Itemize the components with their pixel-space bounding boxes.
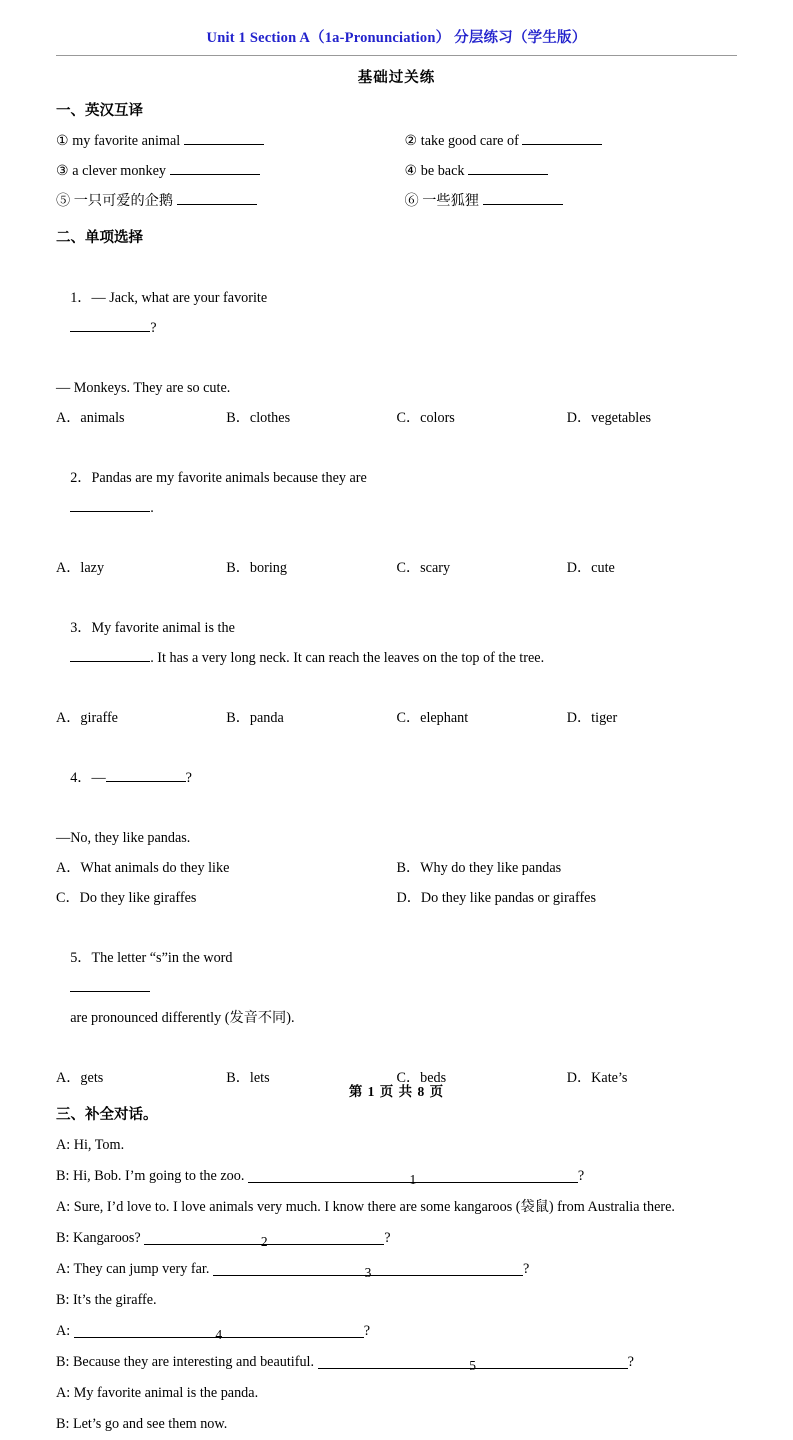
option-b[interactable]: B．panda [226, 710, 284, 726]
option-c[interactable]: C．scary [396, 560, 451, 576]
dialog-tail: ? [522, 1261, 530, 1277]
part1-row-3 [56, 186, 737, 216]
dialog-text: B: Hi, Bob. I’m going to the zoo. [56, 1168, 245, 1184]
dialog-text: B: Kangaroos? [56, 1230, 141, 1246]
option-a[interactable]: A．animals [56, 410, 125, 426]
option-b[interactable]: B．clothes [226, 410, 291, 426]
option-a[interactable]: A．gets [56, 1070, 104, 1086]
part2-question-1-options [56, 403, 737, 433]
part2-question-4-stem [56, 733, 737, 823]
dialog-line [56, 1130, 737, 1161]
dialog-text: A: They can jump very far. [56, 1261, 210, 1277]
question-2-stem-tail: . [150, 500, 154, 516]
part1-row-2 [56, 156, 737, 186]
part2-question-3-stem [56, 583, 737, 703]
answer-blank[interactable] [70, 317, 150, 332]
answer-blank[interactable] [106, 767, 186, 782]
part1-item-5-label: ⑤ 一只可爱的企鹅 [56, 193, 174, 209]
part2-question-4-reply: —No, they like pandas. [56, 830, 191, 846]
option-a[interactable]: A．giraffe [56, 710, 118, 726]
part2-question-4-options-row2 [56, 883, 737, 913]
option-b[interactable]: B．lets [226, 1070, 270, 1086]
question-1-stem-tail: ? [150, 320, 157, 336]
part2-question-2-stem [56, 433, 737, 553]
part1-item-4-label: ④ be back [404, 163, 465, 179]
dialog-blank[interactable] [248, 1167, 578, 1187]
dialog-blank-number: 4 [215, 1327, 223, 1342]
dialog-line [56, 1192, 737, 1223]
dialog-text: B: It’s the giraffe. [56, 1292, 157, 1308]
answer-blank[interactable] [70, 977, 150, 992]
dialog-line [56, 1316, 737, 1347]
dialog-blank-number: 5 [469, 1358, 476, 1373]
dialog-text: B: Because they are interesting and beautiful. [56, 1354, 315, 1370]
option-c[interactable]: C．colors [396, 410, 455, 426]
dialog-text: A: Hi, Tom. [56, 1137, 125, 1153]
option-d[interactable]: D．tiger [566, 710, 618, 726]
dialog-blank-number: 2 [260, 1234, 268, 1249]
part1-item-2 [397, 126, 738, 156]
option-b[interactable]: B．Why do they like pandas [396, 860, 562, 876]
part2-question-1-reply: — Monkeys. They are so cute. [56, 380, 231, 396]
dialog-line [56, 1409, 737, 1440]
part1-item-3-label: ③ a clever monkey [56, 163, 167, 179]
answer-blank[interactable] [522, 130, 602, 145]
option-c[interactable]: C．elephant [396, 710, 469, 726]
option-b[interactable]: B．boring [226, 560, 287, 576]
dialog-text: A: My favorite animal is the panda. [56, 1385, 259, 1401]
answer-blank[interactable] [184, 130, 264, 145]
option-d[interactable]: D．cute [566, 560, 615, 576]
part1-item-6 [397, 186, 738, 216]
answer-blank[interactable] [483, 190, 563, 205]
dialog-text: A: [56, 1323, 71, 1339]
part1-row-1 [56, 126, 737, 156]
dialog-blank-number: 3 [364, 1265, 372, 1280]
part2-question-1-stem [56, 253, 737, 373]
dialog-tail: ? [384, 1230, 391, 1246]
dialog-line [56, 1254, 737, 1285]
question-5-stem-text: 5．The letter “s”in the word [70, 950, 233, 966]
dialog-line [56, 1285, 737, 1316]
dialog-blank[interactable] [318, 1353, 628, 1373]
option-c[interactable]: C．Do they like giraffes [56, 890, 197, 906]
part2-question-3-options [56, 703, 737, 733]
part1-item-5 [56, 186, 397, 216]
question-5-stem-tail: are pronounced differently (发音不同). [70, 1010, 295, 1026]
option-d[interactable]: D．Do they like pandas or giraffes [396, 890, 596, 906]
dialog-blank[interactable] [74, 1322, 364, 1342]
page-footer: 第 1 页 共 8 页 [348, 1084, 445, 1099]
section-title: 基础过关练 [357, 70, 436, 86]
dialog-line [56, 1161, 737, 1192]
dialog-tail: ? [627, 1354, 634, 1370]
question-4-stem-tail: ? [185, 770, 192, 786]
option-a[interactable]: A．lazy [56, 560, 105, 576]
option-a[interactable]: A．What animals do they like [56, 860, 230, 876]
option-d[interactable]: D．vegetables [566, 410, 652, 426]
answer-blank[interactable] [70, 647, 150, 662]
question-3-stem-tail: . It has a very long neck. It can reach the leaves on the top of the tree. [150, 650, 545, 666]
option-d[interactable]: D．Kate’s [566, 1070, 628, 1086]
dialog-line [56, 1223, 737, 1254]
part2-question-4-options-row1 [56, 853, 737, 883]
answer-blank[interactable] [177, 190, 257, 205]
dialog-blank-number: 1 [409, 1172, 417, 1187]
page-title: Unit 1 Section A（1a-Pronunciation） 分层练习（学生版） [206, 30, 587, 46]
part2-question-2-options [56, 553, 737, 583]
answer-blank[interactable] [70, 497, 150, 512]
question-1-stem-text: 1．— Jack, what are your favorite [70, 290, 268, 306]
question-4-stem-text: 4．— [70, 770, 106, 786]
part1-item-1-label: ① my favorite animal [56, 133, 181, 149]
part1-item-6-label: ⑥ 一些狐狸 [404, 193, 479, 209]
part1-item-3 [56, 156, 397, 186]
option-c[interactable]: C．beds [396, 1070, 447, 1086]
dialog-line [56, 1378, 737, 1409]
question-2-stem-text: 2．Pandas are my favorite animals because they are [70, 470, 367, 486]
answer-blank[interactable] [468, 160, 548, 175]
dialog-blank[interactable] [144, 1229, 384, 1249]
part1-heading: 一、英汉互译 [56, 103, 143, 119]
part2-heading: 二、单项选择 [56, 230, 143, 246]
part1-item-1 [56, 126, 397, 156]
dialog-tail: ? [577, 1168, 585, 1184]
part1-item-2-label: ② take good care of [404, 133, 519, 149]
dialog-text: A: Sure, I’d love to. I love animals very much. I know there are some kangaroos (袋鼠) from Australia there. [56, 1199, 675, 1215]
title-divider [56, 55, 737, 56]
dialog-line [56, 1347, 737, 1378]
dialog-text: B: Let’s go and see them now. [56, 1416, 228, 1432]
dialog-tail: ? [363, 1323, 371, 1339]
dialog-blank[interactable] [213, 1260, 523, 1280]
answer-blank[interactable] [170, 160, 260, 175]
part3-heading: 三、补全对话。 [56, 1107, 158, 1123]
question-3-stem-text: 3．My favorite animal is the [70, 620, 235, 636]
part2-question-5-stem [56, 913, 737, 1063]
part1-item-4 [397, 156, 738, 186]
